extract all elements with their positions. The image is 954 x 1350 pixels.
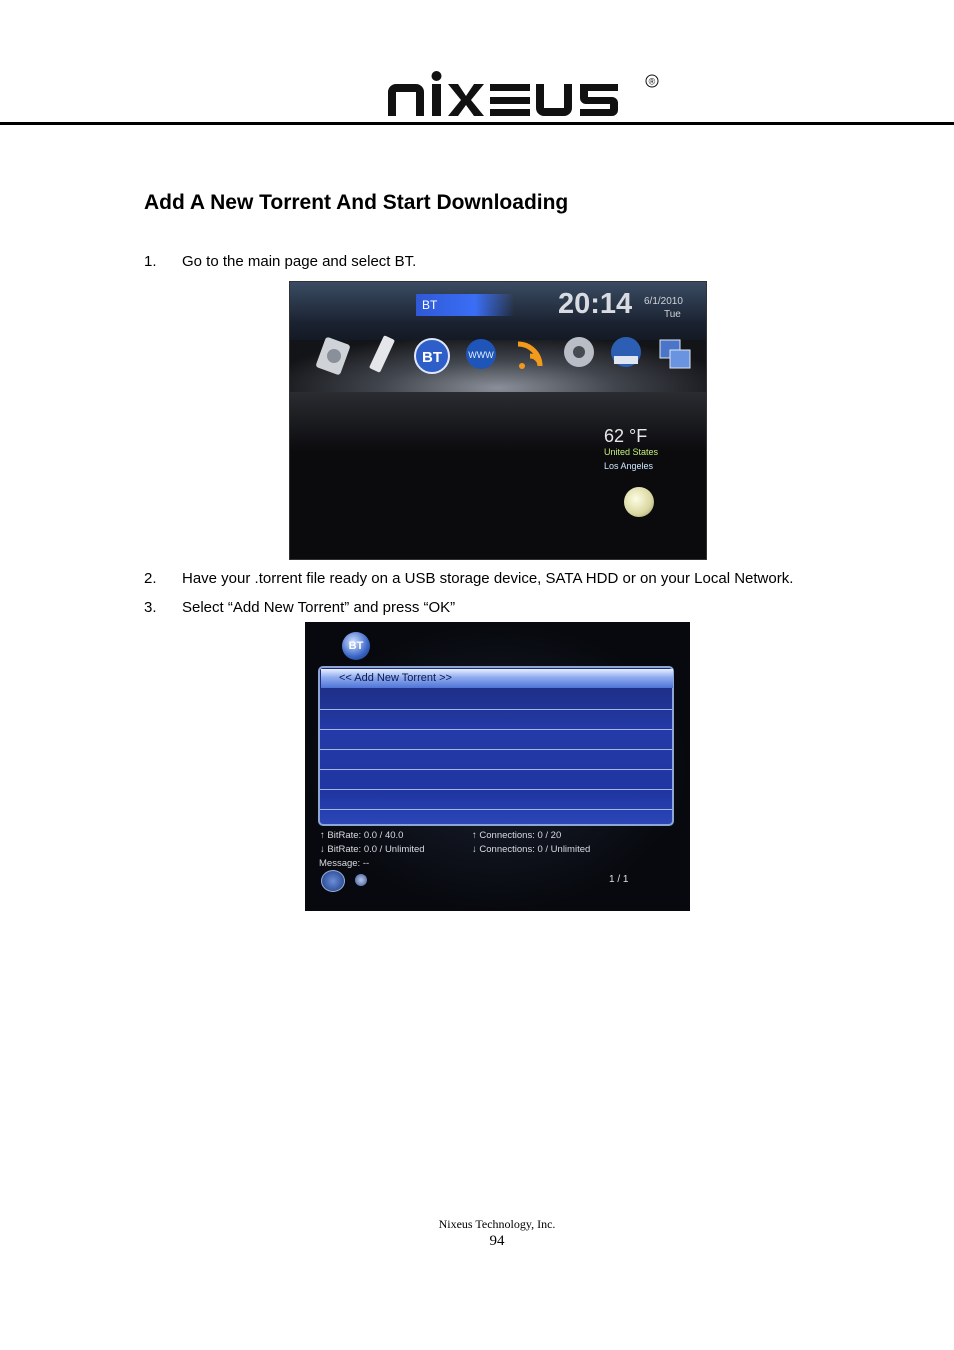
svg-text:WWW: WWW [468, 350, 494, 360]
selected-tab-label: BT [416, 294, 514, 316]
svg-text:BT: BT [422, 349, 442, 366]
bt-screen-screenshot [305, 622, 690, 911]
step-text: Go to the main page and select BT. [182, 253, 417, 270]
download-connections: ↓ Connections: 0 / Unlimited [472, 844, 591, 855]
up-arrow-icon: ↑ [320, 830, 325, 841]
step-number: 2. [144, 570, 157, 587]
list-row-divider [320, 809, 672, 810]
upload-connections: ↑ Connections: 0 / 20 [472, 830, 562, 841]
nixeus-logo-mark [386, 70, 662, 120]
upload-bitrate: ↑ BitRate: 0.0 / 40.0 [320, 830, 404, 841]
list-row-divider [320, 769, 672, 770]
down-arrow-icon: ↓ [320, 844, 325, 855]
network-icon [611, 337, 641, 367]
menu-icons [314, 330, 704, 380]
clock: 20:14 [558, 288, 633, 320]
download-bitrate: ↓ BitRate: 0.0 / Unlimited [320, 844, 425, 855]
menu-button-icon [355, 874, 367, 886]
weekday: Tue [664, 309, 681, 320]
message-line: Message: -- [319, 858, 370, 869]
list-row-divider [320, 749, 672, 750]
hdd-icon [315, 337, 350, 376]
step-number: 1. [144, 253, 157, 270]
down-arrow-icon: ↓ [472, 844, 477, 855]
nixeus-logo [386, 70, 662, 120]
temperature: 62 °F [604, 426, 648, 446]
footer-page-number: 94 [489, 1233, 505, 1249]
up-arrow-icon: ↑ [472, 830, 477, 841]
remote-nav-icon [321, 870, 345, 892]
date: 6/1/2010 [644, 296, 683, 307]
bt-icon [415, 339, 449, 373]
header-rule [0, 122, 954, 125]
list-row-divider [320, 729, 672, 730]
usb-icon [369, 335, 395, 373]
section-title: Add A New Torrent And Start Downloading [144, 191, 569, 214]
moon-icon [624, 487, 654, 517]
page-indicator: 1 / 1 [609, 874, 629, 885]
footer-company: Nixeus Technology, Inc. [438, 1217, 556, 1231]
settings-icon [564, 337, 594, 367]
add-new-torrent-item: << Add New Torrent >> [321, 669, 673, 688]
weather-city: Los Angeles [604, 461, 654, 471]
rss-icon [518, 344, 540, 369]
main-menu-screenshot [289, 281, 707, 560]
weather-country: United States [604, 447, 659, 457]
step-text: Select “Add New Torrent” and press “OK” [182, 599, 456, 616]
step-number: 3. [144, 599, 157, 616]
bt-logo-icon: BT [342, 632, 370, 660]
list-row-divider [320, 789, 672, 790]
www-icon [466, 339, 496, 369]
step-text: Have your .torrent file ready on a USB storage device, SATA HDD or on your Local Network. [182, 570, 794, 587]
torrent-list [318, 666, 674, 826]
registered-mark: ® [648, 76, 656, 87]
upnp-icon [660, 340, 690, 368]
list-row-divider [320, 709, 672, 710]
